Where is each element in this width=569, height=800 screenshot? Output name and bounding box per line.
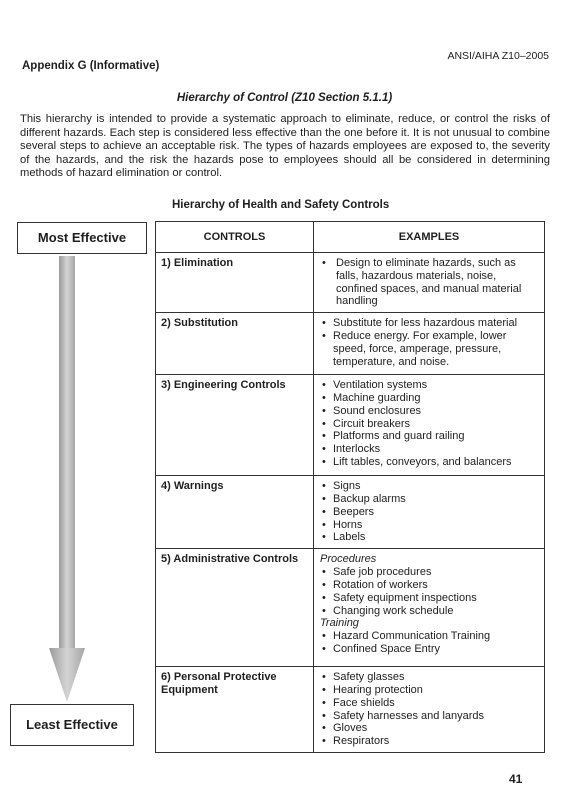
table-header-row <box>156 222 545 253</box>
page-title: Hierarchy of Control (Z10 Section 5.1.1) <box>176 92 393 104</box>
list-item: • Ventilation systems <box>320 379 536 392</box>
list-item: • Safety harnesses and lanyards <box>320 710 536 723</box>
list-item: • Lift tables, conveyors, and balancers <box>320 456 536 469</box>
list-item: • Hearing protection <box>320 684 536 697</box>
page-number: 41 <box>509 772 523 786</box>
header-controls: CONTROLS <box>156 222 314 253</box>
list-item: • Safe job procedures <box>320 566 536 579</box>
group-heading-procedures: Procedures <box>320 553 377 566</box>
list-item: • Machine guarding <box>320 392 536 405</box>
list-item: • Beepers <box>320 506 536 519</box>
examples-cell <box>314 253 545 313</box>
table-row <box>156 313 545 375</box>
standard-id: ANSI/AIHA Z10–2005 <box>447 50 549 62</box>
intro-paragraph: This hierarchy is intended to provide a systematic approach to eliminate, reduce, or control the risks of different hazards. Each step is considered less effective than the one before it. It is not unusual to combine several steps to achieve an acceptable risk. The types of hazards employees are exposed to, the severity of the hazards, and the risk the hazards pose to employees should all be considered in determining methods of hazard elimination or control. <box>20 113 550 179</box>
list-item: • Platforms and guard railing <box>320 430 536 443</box>
list-item: • Signs <box>320 480 536 493</box>
examples-cell <box>314 313 545 375</box>
list-item: • Labels <box>320 531 536 544</box>
examples-cell <box>314 375 545 476</box>
most-effective-label: Most Effective <box>17 222 147 254</box>
examples-cell <box>314 476 545 549</box>
list-item: • Safety equipment inspections <box>320 592 536 605</box>
control-engineering: 3) Engineering Controls <box>156 375 314 476</box>
table-title: Hierarchy of Health and Safety Controls <box>172 199 390 211</box>
list-item: • Backup alarms <box>320 493 536 506</box>
list-item: • Gloves <box>320 722 536 735</box>
table-row <box>156 253 545 313</box>
examples-cell <box>314 549 545 667</box>
list-item: • Rotation of workers <box>320 579 536 592</box>
list-item: • Design to eliminate hazards, such as falls, hazardous materials, noise, confined spaces, and manual material handling <box>320 257 536 308</box>
appendix-label: Appendix G (Informative) <box>22 60 160 72</box>
table-row <box>156 476 545 549</box>
group-heading-training: Training <box>320 617 359 630</box>
least-effective-label: Least Effective <box>10 704 134 746</box>
hierarchy-table <box>155 221 545 753</box>
control-administrative: 5) Administrative Controls <box>156 549 314 667</box>
control-warnings: 4) Warnings <box>156 476 314 549</box>
list-item: • Respirators <box>320 735 536 748</box>
control-ppe: 6) Personal Protective Equipment <box>156 667 314 753</box>
effectiveness-arrow-icon <box>45 256 89 704</box>
table-row <box>156 667 545 753</box>
list-item: • Face shields <box>320 697 536 710</box>
list-item: • Circuit breakers <box>320 418 536 431</box>
list-item: • Substitute for less hazardous material <box>320 317 536 330</box>
table-row <box>156 549 545 667</box>
examples-cell <box>314 667 545 753</box>
list-item: • Safety glasses <box>320 671 536 684</box>
control-elimination: 1) Elimination <box>156 253 314 313</box>
list-item: • Reduce energy. For example, lower speed, force, amperage, pressure, temperature, and noise. <box>320 330 536 368</box>
list-item: • Sound enclosures <box>320 405 536 418</box>
table-row <box>156 375 545 476</box>
list-item: • Confined Space Entry <box>320 643 536 656</box>
list-item: • Horns <box>320 519 536 532</box>
header-examples: EXAMPLES <box>314 222 545 253</box>
list-item: • Interlocks <box>320 443 536 456</box>
list-item: • Hazard Communication Training <box>320 630 536 643</box>
list-item: • Changing work schedule <box>320 605 536 618</box>
control-substitution: 2) Substitution <box>156 313 314 375</box>
